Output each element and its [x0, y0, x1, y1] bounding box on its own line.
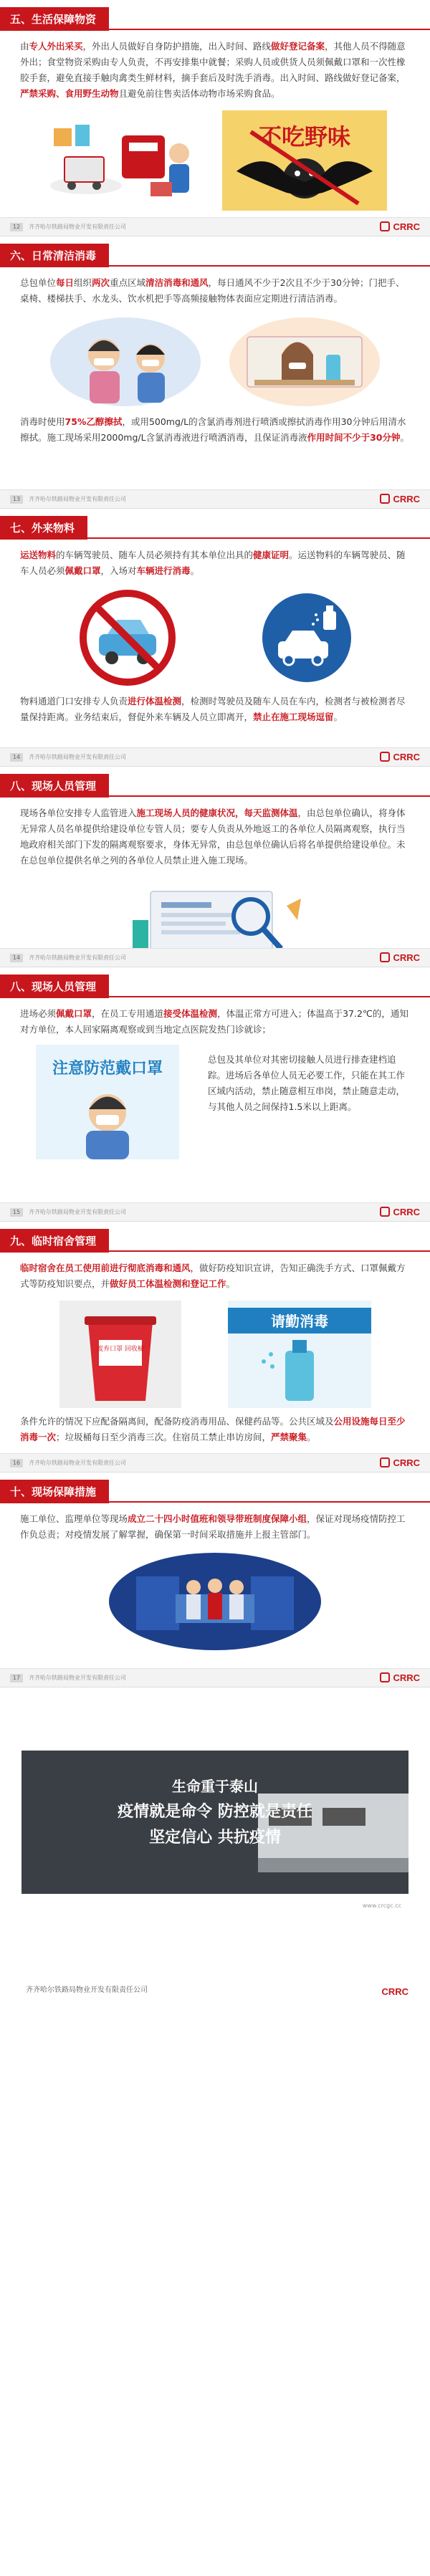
slide-section [0, 967, 430, 1222]
logo-mark-icon [380, 494, 390, 504]
illustration-row [20, 588, 410, 688]
body-text: ，入场对 [100, 565, 137, 576]
highlight-text: 禁止在施工现场逗留 [253, 712, 334, 722]
page-number: 13 [10, 495, 23, 504]
body-text: ；垃圾桶每日至少消毒三次。住宿员工禁止串访房间， [56, 1432, 272, 1442]
highlight-text: 每日 [56, 277, 75, 288]
stamp-text: 不吃野味 [258, 123, 351, 150]
body-text: 总包单位 [20, 277, 57, 288]
logo-mark-icon [380, 1207, 390, 1217]
shopping-illustration [43, 114, 208, 207]
logo-mark-icon [380, 952, 390, 962]
highlight-text: 健康证明 [253, 550, 290, 560]
header-rule [0, 996, 430, 997]
closing-slogan [22, 1773, 408, 1851]
section-header [0, 1473, 430, 1501]
slide-footer [0, 948, 430, 967]
highlight-text: 清洁消毒和通风 [145, 277, 209, 288]
section-title: 八、现场人员管理 [0, 774, 109, 798]
slide-footer [0, 1453, 430, 1472]
body-text: 。 [190, 565, 200, 576]
body-text: ，或用500mg/L的含氯消毒剂进行喷洒或擦拭消毒作用30分钟后用清水擦拭。施工现场采用2000mg/L含氯消毒液进行喷洒消毒，且保证消毒液 [20, 416, 406, 443]
slide-footer [0, 1202, 430, 1221]
logo-text: CRRC [393, 752, 420, 762]
page-number: 15 [10, 1208, 23, 1217]
page-number: 17 [10, 1674, 23, 1682]
slide-footer [0, 217, 430, 236]
slogan-line-3: 坚定信心 共抗疫情 [149, 1829, 281, 1847]
footer-org: 齐齐哈尔铁路局物业开发有限责任公司 [29, 1460, 126, 1466]
crrc-logo [380, 1207, 420, 1217]
illustration-row [20, 1301, 410, 1408]
highlight-text: 临时宿舍在员工使用前进行彻底消毒和通风 [20, 1263, 191, 1273]
logo-text: CRRC [393, 494, 420, 504]
body-text: 。 [333, 712, 343, 722]
slide-section [0, 509, 430, 767]
footer-org: 齐齐哈尔铁路局物业开发有限责任公司 [29, 754, 126, 760]
body-text: ，在员工专用通道 [92, 1008, 164, 1019]
slide-section [0, 1473, 430, 1687]
disinfection-illustration [226, 315, 383, 408]
slogan-line-1: 生命重于泰山 [172, 1778, 258, 1795]
highlight-text: 严禁采购、食用野生动物 [20, 88, 119, 99]
crrc-logo [380, 221, 420, 232]
highlight-text: 施工现场人员的健康状况，每天监测体温 [136, 808, 298, 818]
logo-text: CRRC [393, 1672, 420, 1683]
mask-bin-photo [59, 1301, 181, 1408]
body-text: ，外出人员做好自身防护措施，出入时间、路线 [82, 41, 272, 52]
highlight-text: 佩戴口罩 [64, 565, 101, 576]
bin-label: 废弃口罩 回收桶 [96, 1346, 144, 1353]
highlight-text: 75%乙醇擦拭 [64, 416, 123, 427]
footer-org: 齐齐哈尔铁路局物业开发有限责任公司 [29, 1209, 126, 1215]
highlight-text: 专人外出采买 [29, 41, 83, 52]
body-text: 重点区域 [110, 277, 146, 288]
paragraph [20, 39, 410, 102]
page-number: 14 [10, 753, 23, 762]
page-number: 14 [10, 954, 23, 962]
highlight-text: 进行体温检测 [128, 696, 182, 707]
section-title: 九、临时宿舍管理 [0, 1229, 109, 1253]
slide-section [0, 0, 430, 236]
section-header [0, 767, 430, 795]
no-wild-animal-illustration [222, 110, 387, 211]
mask-poster-illustration [36, 1045, 179, 1159]
body-text: ，每日通风不少于2次且不少于30分钟；门把手、桌椅、楼梯扶手、水龙头、饮水机把手等高频接触物体表面应定期进行清洁消毒。 [20, 277, 405, 304]
crrc-logo [380, 1457, 420, 1468]
section-title: 八、现场人员管理 [0, 975, 109, 998]
highlight-text: 公用设施每日至少消毒一次 [20, 1416, 406, 1442]
header-rule [0, 1250, 430, 1252]
closing-slide [0, 1687, 430, 2010]
highlight-text: 严禁聚集 [271, 1432, 307, 1442]
header-rule [0, 795, 430, 797]
header-rule [0, 537, 430, 539]
footer-org: 齐齐哈尔铁路局物业开发有限责任公司 [29, 954, 126, 961]
section-header [0, 967, 430, 996]
header-rule [0, 265, 430, 267]
section-header [0, 1222, 430, 1250]
body-text: 物料通道门口安排专人负责 [20, 696, 128, 707]
highlight-text: 车辆进行消毒 [136, 565, 191, 576]
footer-org: 齐齐哈尔铁路局物业开发有限责任公司 [29, 1675, 126, 1681]
footer-org: 齐齐哈尔铁路局物业开发有限责任公司 [29, 224, 126, 230]
paragraph [20, 694, 410, 725]
section-title: 十、现场保障措施 [0, 1480, 109, 1503]
closing-org: 齐齐哈尔铁路局物业开发有限责任公司 [26, 1986, 148, 1994]
body-text: 。运送物料的车辆驾驶员、随车人员必须 [20, 550, 406, 576]
page-number: 16 [10, 1459, 23, 1467]
paragraph [20, 1006, 410, 1038]
logo-text: CRRC [393, 1457, 420, 1468]
disinfect-banner-illustration [228, 1301, 371, 1408]
paragraph [20, 1414, 410, 1445]
illustration-row [20, 110, 410, 211]
section-header [0, 236, 430, 265]
header-rule [0, 29, 430, 30]
body-text: 且避免前往售卖活体动物市场采购食品。 [118, 88, 280, 99]
section-title: 五、生活保障物资 [0, 7, 109, 31]
body-text: 组织 [74, 277, 92, 288]
slide-footer [0, 489, 430, 508]
highlight-text: 做好员工体温检测和登记工作 [110, 1278, 226, 1289]
header-rule [0, 1501, 430, 1503]
paragraph-text: 总包及其单位对其密切接触人员进行排查建档追踪。进场后各单位人员无必要工作，只能在其工作区域内活动，禁止随意相互串岗，禁止随意走动，与其他人员之间保持1.5米以上距离。 [208, 1054, 406, 1112]
duty-station-illustration [108, 1551, 322, 1652]
slide-section [0, 1222, 430, 1473]
slide-footer [0, 747, 430, 766]
body-text: ，保证对现场疫情防控工作负总责；对疫情发展了解掌握，确保第一时间采取措施并上报主管部门。 [20, 1513, 406, 1540]
no-entry-car-icon [77, 588, 178, 688]
section-title: 六、日常清洁消毒 [0, 244, 109, 267]
logo-mark-icon [380, 1457, 390, 1467]
paragraph [20, 1511, 410, 1543]
highlight-text: 做好登记备案 [271, 41, 325, 52]
illustration-row [20, 315, 410, 408]
section-body [0, 537, 430, 732]
body-text: ，检测时驾驶员及随车人员在车内，检测者与被检测者尽量保持距离。业务结束后，督促外来车辆及人员立即离开， [20, 696, 406, 722]
section-body [0, 795, 430, 967]
highlight-text: 作用时间不少于30分钟 [307, 432, 401, 443]
body-text: ，其他人员不得随意外出；食堂物资采购由专人负责，不再安排集中就餐；采购人员或供货人员须佩戴口罩和一次性橡胶手套，避免直接手触肉禽类生鲜材料，摘手套后及时洗手消毒。出入时间、路线做好登记备案， [20, 41, 406, 83]
paragraph [20, 275, 410, 307]
section-title: 七、外来物料 [0, 516, 87, 540]
paragraph [20, 805, 410, 868]
highlight-text: 两次 [92, 277, 110, 288]
paragraph [20, 414, 410, 446]
logo-text: CRRC [393, 1207, 420, 1217]
body-text: 的车辆驾驶员、随车人员必须持有其本单位出具的 [56, 550, 254, 560]
slide-footer [0, 1668, 430, 1687]
section-body [0, 1250, 430, 1452]
section-header [0, 509, 430, 537]
crrc-logo [380, 494, 420, 504]
banner-text: 请勤消毒 [270, 1313, 328, 1330]
crrc-logo [380, 952, 420, 963]
paragraph [20, 1260, 410, 1292]
website-url[interactable]: www.crcgc.cc [362, 1902, 401, 1909]
section-body [0, 29, 430, 224]
slide-section [0, 236, 430, 509]
body-text: 条件允许的情况下应配备隔离间，配备防疫消毒用品、保健药品等。公共区域及 [20, 1416, 334, 1427]
highlight-text: 佩戴口罩 [56, 1008, 92, 1019]
section-header [0, 0, 430, 29]
highlight-text: 运送物料 [20, 550, 57, 560]
logo-mark-icon [380, 1672, 390, 1682]
closing-logo: CRRC [381, 1986, 408, 1997]
logo-text: CRRC [393, 221, 420, 232]
body-text: 。 [400, 432, 410, 443]
section-body [0, 996, 430, 1167]
slide-section [0, 767, 430, 967]
body-text: ，做好防疫知识宣讲，告知正确洗手方式、口罩佩戴方式等防疫知识要点，并 [20, 1263, 406, 1289]
section-body [0, 265, 430, 453]
logo-text: CRRC [393, 952, 420, 963]
crrc-logo [380, 1672, 420, 1683]
paragraph [208, 1052, 410, 1115]
highlight-text: 成立二十四小时值班和领导带班制度保障小组 [128, 1513, 307, 1524]
body-text: 。 [226, 1278, 236, 1289]
body-text: 施工单位、监理单位等现场 [20, 1513, 128, 1524]
body-text: ，体温正常方可进入；体温高于37.2℃的，通知对方单位，本人回家隔离观察或到当地定点医院发热门诊就诊； [20, 1008, 408, 1035]
car-disinfect-icon [260, 591, 353, 684]
body-text: 。 [307, 1432, 316, 1442]
logo-mark-icon [380, 752, 390, 762]
body-text: ，由总包单位确认，将身体无异常人员名单提供给建设单位专管人员；要专人负责从外地返工的各单位人员隔离观察，执行当地政府相关部门下发的隔离观察要求，身体无异常，由总包单位确认后将名单提供给建设单位。未在总包单位提供名单之列的各单位人员禁止进入施工现场。 [20, 808, 406, 866]
body-text: 进场必须 [20, 1008, 57, 1019]
illustration-row [20, 1045, 195, 1159]
section-body [0, 1501, 430, 1665]
slogan-line-2: 疫情就是命令 防控就是责任 [118, 1803, 312, 1821]
body-text: 消毒时使用 [20, 416, 65, 427]
logo-mark-icon [380, 221, 390, 231]
closing-banner [22, 1751, 408, 1894]
poster-text: 注意防范戴口罩 [52, 1060, 163, 1078]
footer-org: 齐齐哈尔铁路局物业开发有限责任公司 [29, 496, 126, 502]
paragraph [20, 547, 410, 579]
crrc-logo [380, 752, 420, 762]
body-text: 现场各单位安排专人监管进入 [20, 808, 137, 818]
highlight-text: 接受体温检测 [163, 1008, 218, 1019]
cleaning-illustration [47, 315, 204, 408]
page-number: 12 [10, 223, 23, 231]
illustration-row [20, 1551, 410, 1652]
body-text: 由 [20, 41, 29, 52]
